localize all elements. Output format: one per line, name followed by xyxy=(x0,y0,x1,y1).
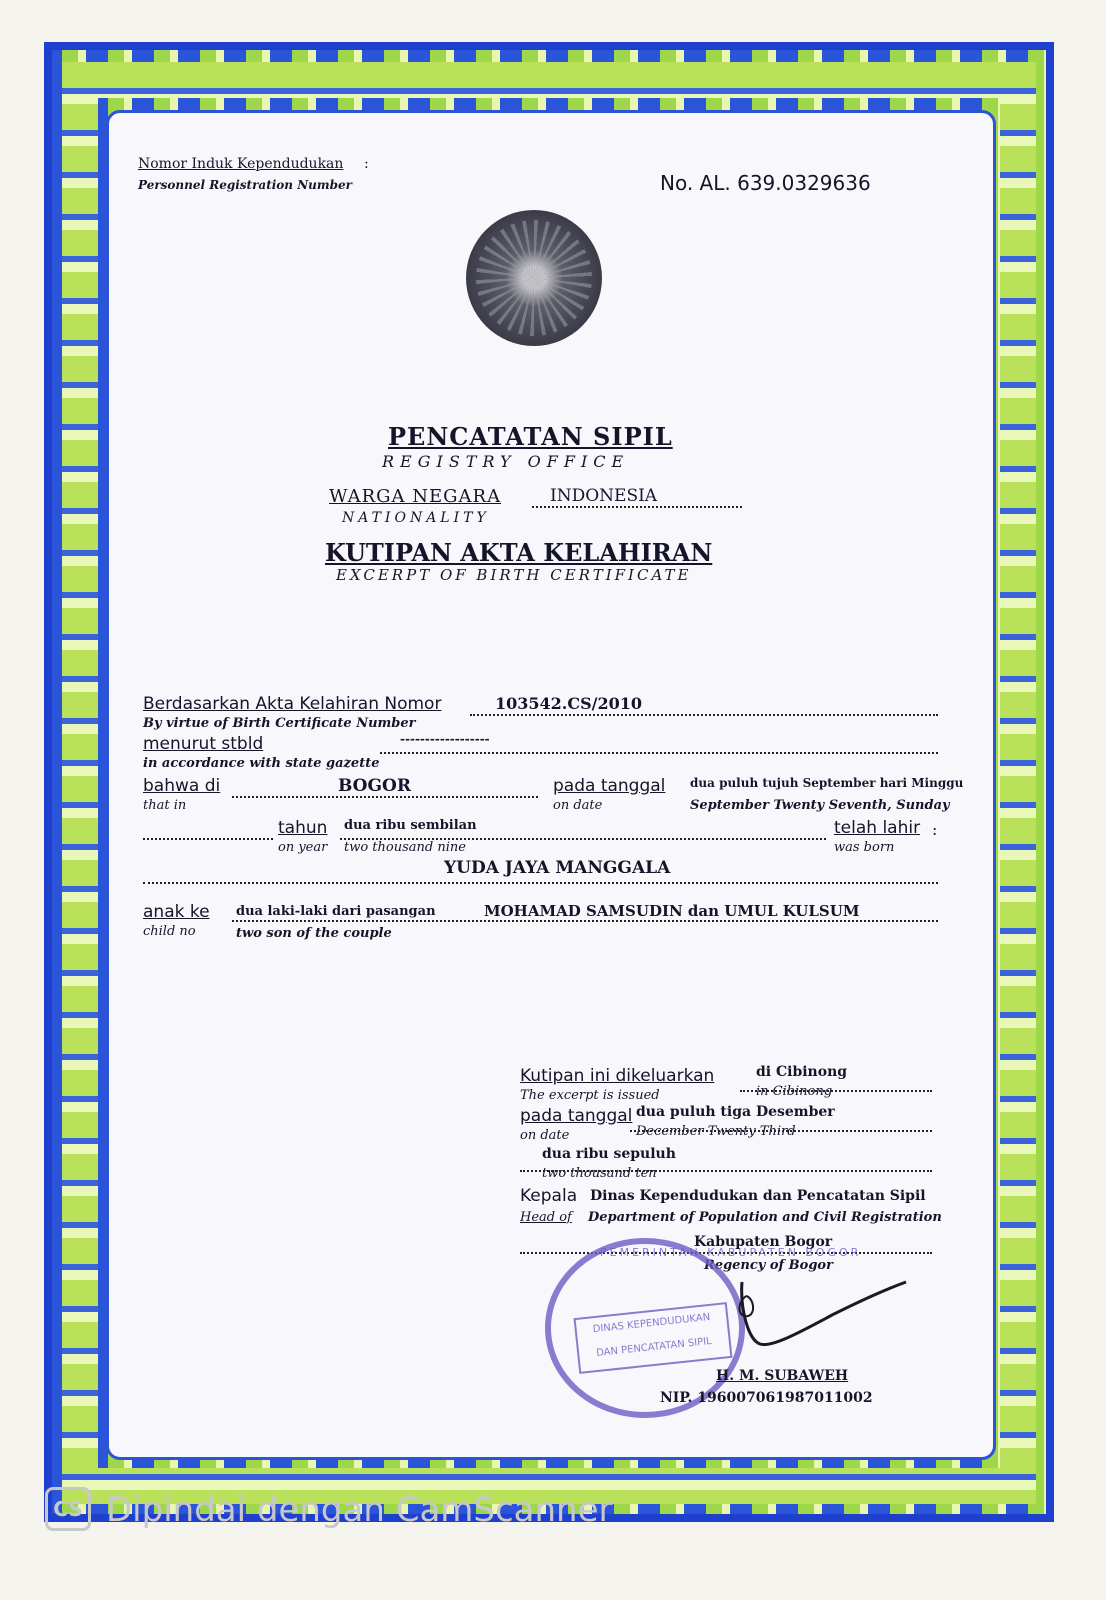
birth-date-value: dua puluh tujuh September hari Minggu xyxy=(690,776,964,790)
year-leading-dotted-line xyxy=(143,838,273,840)
year-label-en: on year xyxy=(278,840,328,855)
birth-date-value-en: September Twenty Seventh, Sunday xyxy=(690,798,950,813)
issued-label: Kutipan ini dikeluarkan xyxy=(520,1066,715,1086)
birth-year-value-en: two thousand nine xyxy=(344,840,466,855)
official-nip: NIP. 196007061987011002 xyxy=(660,1390,873,1406)
child-no-label: anak ke xyxy=(143,902,210,922)
nationality-label-en: NATIONALITY xyxy=(342,510,490,526)
stbld-label: menurut stbld xyxy=(143,734,264,754)
document-number: No. AL. 639.0329636 xyxy=(660,171,871,195)
head-office: Dinas Kependudukan dan Pencatatan Sipil xyxy=(590,1188,926,1204)
place-label: bahwa di xyxy=(143,776,221,796)
official-name: H. M. SUBAWEH xyxy=(716,1368,849,1384)
date-label-en: on date xyxy=(553,798,603,813)
head-label: Kepala xyxy=(520,1186,578,1206)
stbld-value: ------------------ xyxy=(400,732,490,746)
basis-dotted-line xyxy=(470,714,938,716)
office-title-en: REGISTRY OFFICE xyxy=(382,452,630,471)
certificate-title: KUTIPAN AKTA KELAHIRAN xyxy=(325,538,713,567)
issued-place-en: in Cibinong xyxy=(756,1084,833,1099)
garuda-emblem-icon xyxy=(466,210,602,346)
place-label-en: that in xyxy=(143,798,187,813)
nik-label-id: Nomor Induk Kependudukan xyxy=(138,156,344,172)
place-dotted-line xyxy=(232,796,538,798)
born-label-en: was born xyxy=(834,840,895,855)
head-label-en: Head of xyxy=(520,1210,572,1225)
basis-label: Berdasarkan Akta Kelahiran Nomor xyxy=(143,694,442,714)
basis-value: 103542.CS/2010 xyxy=(495,694,643,713)
nationality-label: WARGA NEGARA xyxy=(329,486,502,507)
issue-year-dotted-line xyxy=(520,1170,932,1172)
camscanner-logo-icon: CS xyxy=(45,1487,91,1531)
issue-date-value-en: December Twenty Third xyxy=(636,1124,796,1139)
year-dotted-line xyxy=(340,838,826,840)
issue-year-value-en: two thousand ten xyxy=(542,1166,657,1181)
issued-place-dotted-line xyxy=(740,1090,932,1092)
child-no-value: dua laki-laki dari pasangan xyxy=(236,904,436,919)
issue-date-dotted-line xyxy=(630,1130,932,1132)
stbld-dotted-line xyxy=(380,752,938,754)
camscanner-watermark: Dipindai dengan CamScanner xyxy=(106,1490,613,1530)
issued-place: di Cibinong xyxy=(756,1064,848,1080)
child-no-value-en: two son of the couple xyxy=(236,926,392,941)
nik-label-en: Personnel Registration Number xyxy=(138,178,352,192)
parents-names: MOHAMAD SAMSUDIN dan UMUL KULSUM xyxy=(484,902,860,920)
issue-year-value: dua ribu sepuluh xyxy=(542,1146,676,1162)
issue-date-value: dua puluh tiga Desember xyxy=(636,1104,835,1120)
nationality-value: INDONESIA xyxy=(532,486,742,508)
child-name: YUDA JAYA MANGGALA xyxy=(444,858,671,878)
child-no-label-en: child no xyxy=(143,924,196,939)
basis-label-en: By virtue of Birth Certificate Number xyxy=(143,716,416,731)
stamp-ring-text: PEMERINTAH KABUPATEN BOGOR xyxy=(600,1246,862,1259)
date-label: pada tanggal xyxy=(553,776,666,796)
birth-place-value: BOGOR xyxy=(338,776,411,796)
stamp-inner-line1: DINAS KEPENDUDUKAN xyxy=(592,1311,711,1336)
regency-en: Regency of Bogor xyxy=(704,1258,833,1273)
stamp-inner-line2: DAN PENCATATAN SIPIL xyxy=(595,1335,713,1359)
born-label: telah lahir xyxy=(834,818,921,838)
head-office-en: Department of Population and Civil Registration xyxy=(588,1210,942,1225)
issued-label-en: The excerpt is issued xyxy=(520,1088,660,1103)
nik-colon: : xyxy=(364,156,369,172)
year-label: tahun xyxy=(278,818,328,838)
office-title: PENCATATAN SIPIL xyxy=(388,422,673,451)
signature xyxy=(734,1278,914,1358)
parents-dotted-line xyxy=(232,920,938,922)
stbld-label-en: in accordance with state gazette xyxy=(143,756,380,771)
issue-date-label: pada tanggal xyxy=(520,1106,633,1126)
born-colon: : xyxy=(932,820,938,839)
birth-year-value: dua ribu sembilan xyxy=(344,818,477,833)
certificate-title-en: EXCERPT OF BIRTH CERTIFICATE xyxy=(336,566,692,584)
regency: Kabupaten Bogor xyxy=(694,1234,833,1250)
child-name-dotted-line xyxy=(143,882,938,884)
issue-date-label-en: on date xyxy=(520,1128,570,1143)
